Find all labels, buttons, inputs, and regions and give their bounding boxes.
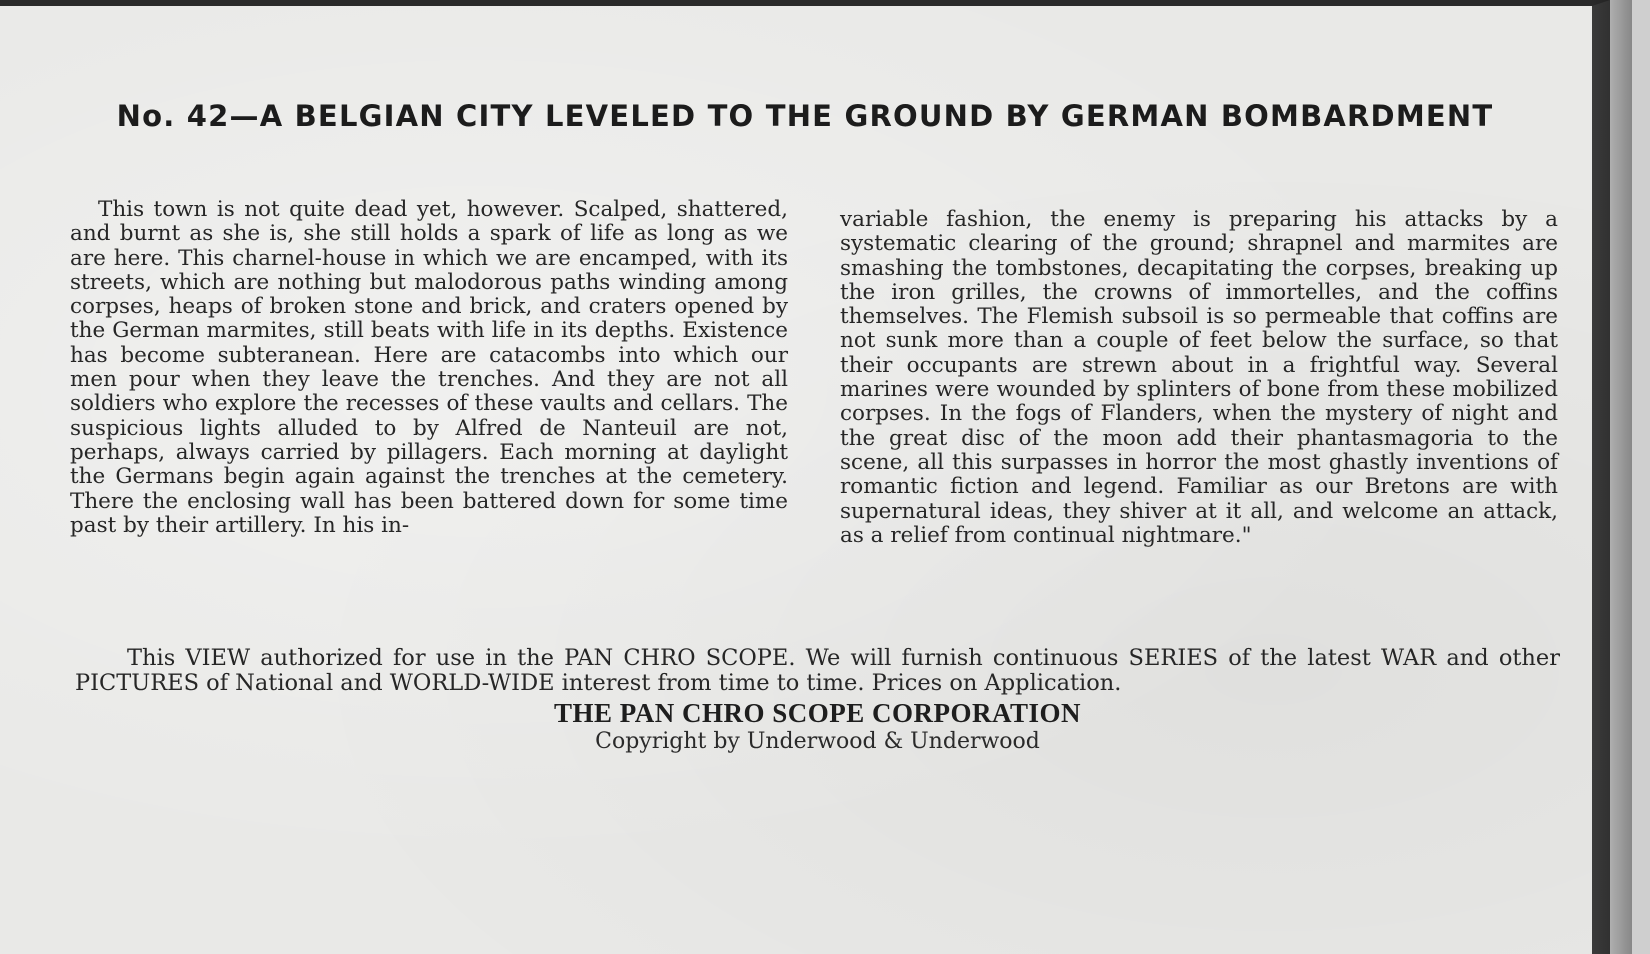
- body-text-left-column: This town is not quite dead yet, however. Scalped, shattered, and burnt as she is, she still holds a spark of life as long as we are here. This charnel-house in which we are encamped, with its streets, which are nothing but malodorous paths winding among corpses, heaps of broken stone and brick, and craters opened by the German marmites, still beats with life in its depths. Existence has become subteranean. Here are catacombs into which our men pour when they leave the trenches. And they are not all soldiers who explore the recesses of these vaults and cellars. The suspicious lights alluded to by Alfred de Nanteuil are not, perhaps, always carried by pillagers. Each morning at daylight the Germans begin again against the trenches at the cemetery. There the enclosing wall has been battered down for some time past by their artillery. In his in-: [70, 197, 788, 538]
- authorized-notice: This VIEW authorized for use in the PAN CHRO SCOPE. We will furnish continuous SERIES of the latest WAR and other PICTURES of National and WORLD-WIDE interest from time to time. Prices on Application.: [75, 645, 1560, 696]
- publisher-footer: [75, 646, 1560, 756]
- card-edge-shadow: [1592, 0, 1632, 954]
- copyright-line: Copyright by Underwood & Underwood: [595, 729, 1040, 754]
- corporation-name: THE PAN CHRO SCOPE CORPORATION: [553, 698, 1082, 728]
- body-text-right-column: variable fashion, the enemy is preparing his attacks by a systematic clearing of the ground; shrapnel and marmites are smashing the tombstones, decapitating the corpses, breaking up the iron grilles, the crowns of immortelles, and the coffins themselves. The Flemish subsoil is so permeable that coffins are not sunk more than a couple of feet below the surface, so that their occupants are strewn about in a frightful way. Several marines were wounded by splinters of bone from these mobilized corpses. In the fogs of Flanders, when the mystery of night and the great disc of the moon add their phantasmagoria to the scene, all this surpasses in horror the most ghastly inventions of romantic fiction and legend. Familiar as our Bretons are with supernatural ideas, they shiver at it all, and welcome an attack, as a relief from continual nightmare.": [840, 207, 1558, 548]
- card-title: No. 42—A BELGIAN CITY LEVELED TO THE GROUND BY GERMAN BOMBARDMENT: [116, 99, 1494, 133]
